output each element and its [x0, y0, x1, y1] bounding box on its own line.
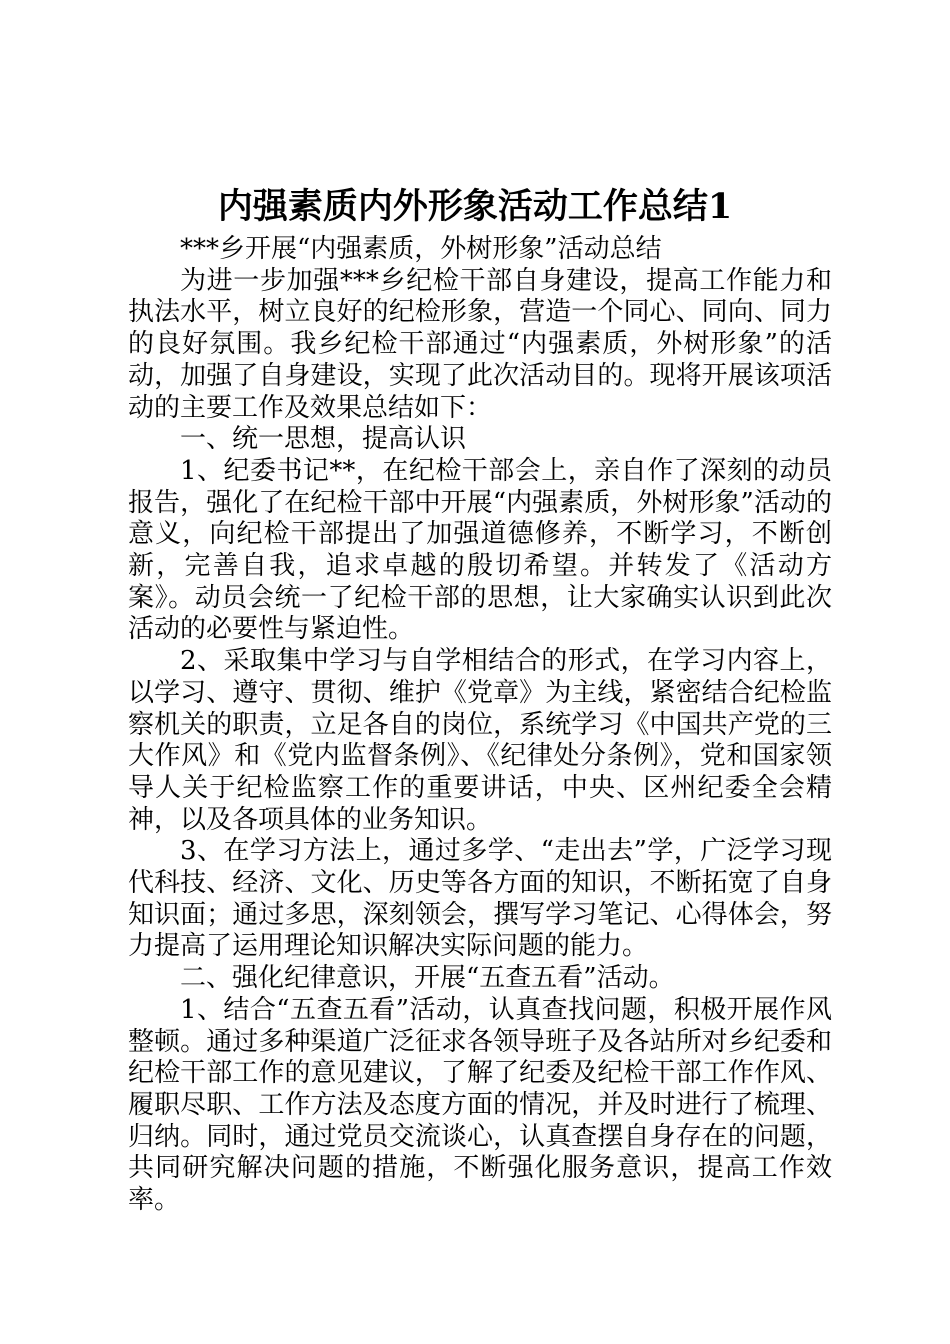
body-paragraph: 2、采取集中学习与自学相结合的形式，在学习内容上，以学习、遵守、贯彻、维护《党章》为主线，紧密结合纪检监察机关的职责，立足各自的岗位，系统学习《中国共产党的三大作风》和《党内监督条例》、《纪律处分条例》，党和国家领导人关于纪检监察工作的重要讲话，中央、区州纪委全会精神，以及各项具体的业务知识。 [128, 646, 832, 835]
section-heading-1: 一、统一思想，提高认识 [180, 424, 467, 455]
body-paragraph: 3、在学习方法上，通过多学、“走出去”学，广泛学习现代科技、经济、文化、历史等各方面的知识，不断拓宽了自身知识面；通过多思，深刻领会，撰写学习笔记、心得体会，努力提高了运用理论知识解决实际问题的能力。 [128, 836, 832, 962]
body-paragraph: 1、结合“五查五看”活动，认真查找问题，积极开展作风整顿。通过多种渠道广泛征求各领导班子及各站所对乡纪委和纪检干部工作的意见建议，了解了纪委及纪检干部工作作风、履职尽职、工作方法及态度方面的情况，并及时进行了梳理、归纳。同时，通过党员交流谈心，认真查摆自身存在的问题，共同研究解决问题的措施，不断强化服务意识，提高工作效率。 [128, 994, 832, 1216]
document-body [128, 234, 832, 1217]
document-title: 内强素质内外形象活动工作总结1 [217, 186, 733, 227]
subtitle-paragraph: ***乡开展“内强素质，外树形象”活动总结 [180, 234, 662, 264]
body-paragraph: 1、纪委书记**，在纪检干部会上，亲自作了深刻的动员报告，强化了在纪检干部中开展“内强素质，外树形象”活动的意义，向纪检干部提出了加强道德修养，不断学习，不断创新，完善自我，追求卓越的殷切希望。并转发了《活动方案》。动员会统一了纪检干部的思想，让大家确实认识到此次活动的必要性与紧迫性。 [128, 455, 832, 645]
intro-paragraph: 为进一步加强***乡纪检干部自身建设，提高工作能力和执法水平，树立良好的纪检形象，营造一个同心、同向、同力的良好氛围。我乡纪检干部通过“内强素质，外树形象”的活动，加强了自身建设，实现了此次活动目的。现将开展该项活动的主要工作及效果总结如下： [128, 265, 832, 423]
section-heading-2: 二、强化纪律意识，开展“五查五看”活动。 [180, 963, 675, 994]
